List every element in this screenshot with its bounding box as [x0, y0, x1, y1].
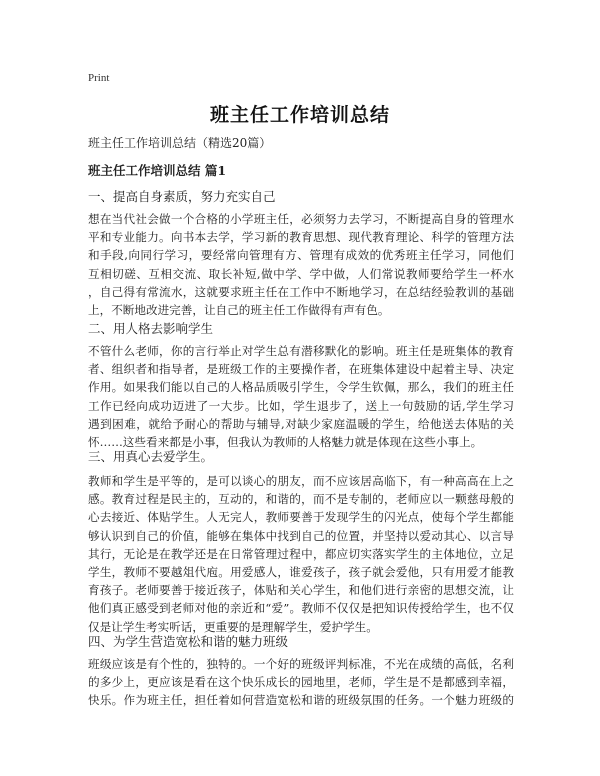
- paragraph-line: 者、组织者和指导者，是班级工作的主要操作者，在班集体建设中起着主导、决定: [88, 362, 514, 377]
- section-heading-1: 一、提高自身素质，努力充实自己: [88, 189, 276, 204]
- paragraph-line: 和手段,向同行学习，要经常向管理有方、管理有成效的优秀班主任学习，同他们: [88, 248, 514, 263]
- section-heading-4: 四、为学生营造宽松和谐的魅力班级: [88, 634, 289, 649]
- paragraph-line: 不管什么老师，你的言行举止对学生总有潜移默化的影响。班主任是班集体的教育: [88, 344, 514, 358]
- paragraph-line: 快乐。作为班主任，担任着如何营造宽松和谐的班级氛围的任务。一个魅力班级的: [88, 693, 514, 708]
- paragraph-line: 工作已经向成功迈进了一大步。比如，学生退步了，送上一句鼓励的话,学生学习: [88, 398, 514, 413]
- paragraph-line: 心去接近、体贴学生。人无完人，教师要善于发现学生的闪光点，使每个学生都能: [88, 510, 514, 525]
- section-paragraph-4: [88, 655, 514, 710]
- section-paragraph-3: [88, 472, 514, 636]
- paragraph-line: 他们真正感受到老师对他的亲近和“爱”。教师不仅仅是把知识传授给学生，也不仅: [88, 601, 514, 616]
- paragraph-line: 的多少上，更应该是看在这个快乐成长的园地里，老师，学生是不是都感到幸福，: [88, 675, 514, 690]
- paragraph-line: 育孩子。老师要善于接近孩子，体贴和关心学生，和他们进行亲密的思想交流，让: [88, 583, 514, 598]
- paragraph-line: 互相切磋、互相交流、取长补短,做中学、学中做，人们常说教师要给学生一杯水: [88, 266, 514, 281]
- section-heading-2: 二、用人格去影响学生: [88, 321, 214, 336]
- paragraph-line: 想在当代社会做一个合格的小学班主任，必须努力去学习，不断提高自身的管理水: [88, 212, 514, 226]
- paragraph-line: 班级应该是有个性的，独特的。一个好的班级评判标准，不光在成绩的高低，名利: [88, 657, 514, 671]
- paragraph-line: 感。教育过程是民主的，互动的，和谐的，而不是专制的，老师应以一颗慈母般的: [88, 492, 514, 507]
- paragraph-line: 学生，教师不要越俎代庖。用爱感人，谁爱孩子，孩子就会爱他，只有用爱才能教: [88, 565, 514, 580]
- paragraph-line: 上，不断地改进完善，让自己的班主任工作做得有声有色。: [88, 303, 390, 318]
- section-heading-3: 三、用真心去爱学生。: [88, 449, 214, 464]
- paragraph-line: 其行，无论是在教学还是在日常管理过程中，都应切实落实学生的主体地位，立足: [88, 546, 514, 561]
- paragraph-line: 仅是让学生考实听话，更重要的是理解学生，爱护学生。: [88, 619, 378, 634]
- section-paragraph-1: [88, 210, 514, 319]
- page-title: 班主任工作培训总结: [209, 104, 390, 126]
- article-heading: 班主任工作培训总结 篇1: [88, 163, 227, 178]
- paragraph-line: 作用。如果我们能以自己的人格品质吸引学生，令学生钦佩，那么，我们的班主任: [88, 380, 514, 395]
- document-subtitle: 班主任工作培训总结（精选20篇）: [88, 136, 272, 150]
- paragraph-line: 平和专业能力。向书本去学，学习新的教育思想、现代教育理论、科学的管理方法: [88, 230, 514, 245]
- paragraph-line: ，自己得有常流水，这就要求班主任在工作中不断地学习，在总结经验教训的基础: [88, 284, 514, 299]
- section-paragraph-2: [88, 342, 514, 451]
- paragraph-line: 怀……这些看来都是小事，但我认为教师的人格魅力就是体现在这些小事上。: [88, 435, 483, 450]
- paragraph-line: 教师和学生是平等的，是可以谈心的朋友，而不应该居高临下，有一种高高在上之: [88, 474, 514, 488]
- print-label[interactable]: Print: [88, 72, 110, 84]
- paragraph-line: 遇到困难，就给予耐心的帮助与辅导,对缺少家庭温暖的学生，给他送去体贴的关: [88, 416, 514, 431]
- paragraph-line: 够认识到自己的价值，能够在集体中找到自己的位置，并坚持以爱动其心、以言导: [88, 528, 514, 543]
